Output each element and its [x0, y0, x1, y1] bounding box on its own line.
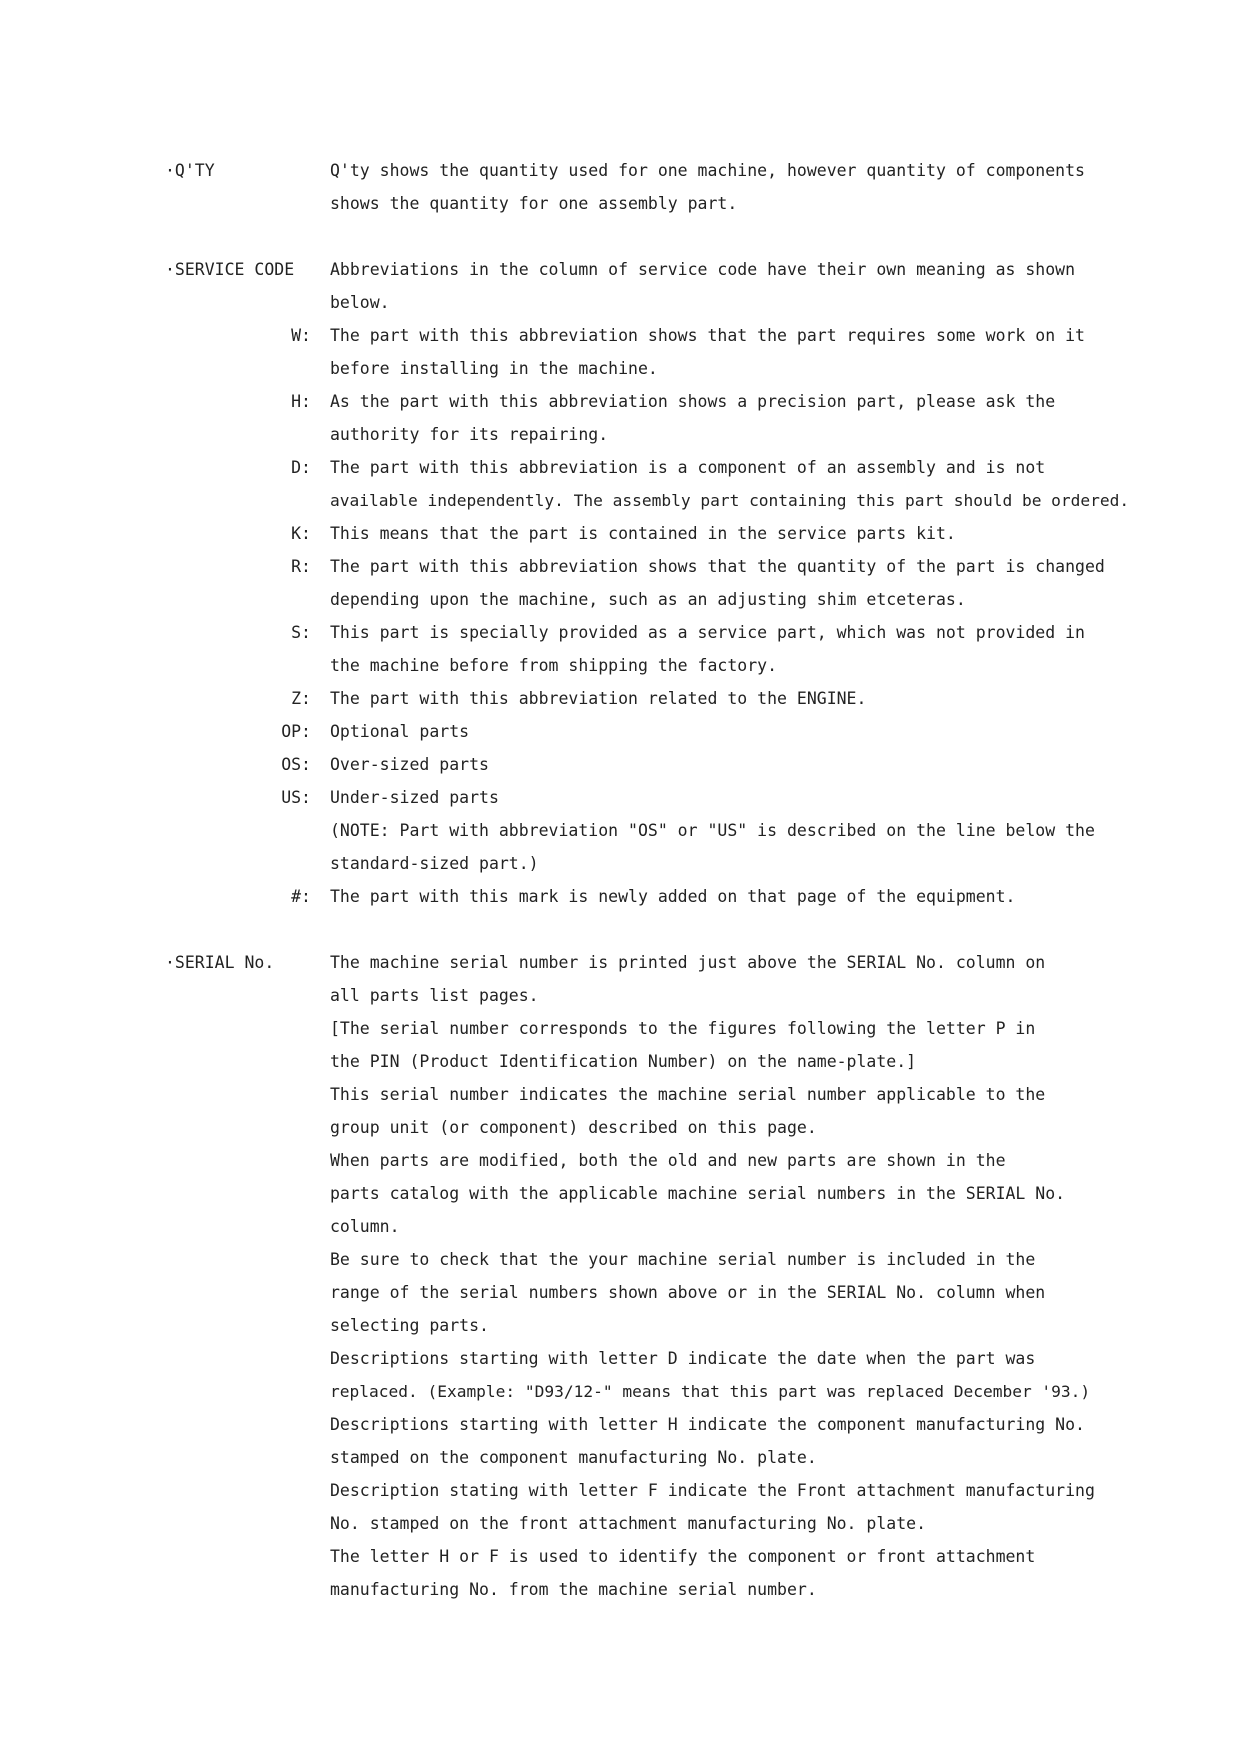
- service-code-label: W:: [291, 326, 311, 345]
- service-code-desc: The part with this abbreviation is a component of an assembly and is not: [330, 458, 1046, 477]
- serial-line: No. stamped on the front attachment manufacturing No. plate.: [330, 1514, 927, 1533]
- service-code-desc: This means that the part is contained in the service parts kit.: [330, 524, 956, 543]
- serial-line: Description stating with letter F indicate the Front attachment manufacturing: [330, 1481, 1095, 1500]
- service-code-label: #:: [291, 887, 311, 906]
- serial-line: Be sure to check that the your machine serial number is included in the: [330, 1250, 1036, 1269]
- serial-line: parts catalog with the applicable machine serial numbers in the SERIAL No.: [330, 1184, 1066, 1203]
- service-code-label: S:: [291, 623, 311, 642]
- service-code-desc: the machine before from shipping the factory.: [330, 656, 778, 675]
- service-code-label: R:: [291, 557, 311, 576]
- serial-line: range of the serial numbers shown above or in the SERIAL No. column when: [330, 1283, 1046, 1302]
- service-code-desc: Optional parts: [330, 722, 470, 741]
- service-code-label: D:: [291, 458, 311, 477]
- service-code-desc: The part with this mark is newly added on that page of the equipment.: [330, 887, 1016, 906]
- serial-line: selecting parts.: [330, 1316, 489, 1335]
- serial-line: column.: [330, 1217, 400, 1236]
- serial-line: Descriptions starting with letter H indicate the component manufacturing No.: [330, 1415, 1085, 1434]
- serial-line: all parts list pages.: [330, 986, 539, 1005]
- serial-line: Descriptions starting with letter D indicate the date when the part was: [330, 1349, 1036, 1368]
- service-code-term: ·SERVICE CODE: [165, 260, 295, 279]
- service-code-desc: available independently. The assembly part containing this part should be ordered.: [330, 491, 1130, 510]
- service-code-desc: The part with this abbreviation shows that the part requires some work on it: [330, 326, 1085, 345]
- serial-line: replaced. (Example: "D93/12-" means that this part was replaced December '93.): [330, 1382, 1091, 1401]
- service-code-desc: Over-sized parts: [330, 755, 489, 774]
- service-code-label: OP:: [281, 722, 311, 741]
- serial-line: When parts are modified, both the old and new parts are shown in the: [330, 1151, 1006, 1170]
- service-code-desc: The part with this abbreviation shows that the quantity of the part is changed: [330, 557, 1105, 576]
- service-code-desc: before installing in the machine.: [330, 359, 658, 378]
- service-code-label: US:: [281, 788, 311, 807]
- qty-line: Q'ty shows the quantity used for one machine, however quantity of components: [330, 161, 1085, 180]
- service-code-label: K:: [291, 524, 311, 543]
- service-code-desc: Under-sized parts: [330, 788, 499, 807]
- service-code-label: Z:: [291, 689, 311, 708]
- service-code-desc: authority for its repairing.: [330, 425, 609, 444]
- serial-line: The letter H or F is used to identify the component or front attachment: [330, 1547, 1036, 1566]
- service-note-line: (NOTE: Part with abbreviation "OS" or "US" is described on the line below the: [330, 821, 1095, 840]
- service-intro-line: Abbreviations in the column of service code have their own meaning as shown: [330, 260, 1076, 279]
- service-intro-line: below.: [330, 293, 390, 312]
- service-code-desc: As the part with this abbreviation shows a precision part, please ask the: [330, 392, 1056, 411]
- serial-line: manufacturing No. from the machine serial number.: [330, 1580, 817, 1599]
- serial-term: ·SERIAL No.: [165, 953, 275, 972]
- service-code-desc: depending upon the machine, such as an adjusting shim etceteras.: [330, 590, 966, 609]
- service-code-label: OS:: [281, 755, 311, 774]
- service-code-label: H:: [291, 392, 311, 411]
- serial-line: The machine serial number is printed just above the SERIAL No. column on: [330, 953, 1046, 972]
- serial-line: [The serial number corresponds to the figures following the letter P in: [330, 1019, 1036, 1038]
- serial-line: stamped on the component manufacturing No. plate.: [330, 1448, 817, 1467]
- qty-line: shows the quantity for one assembly part.: [330, 194, 738, 213]
- serial-line: This serial number indicates the machine serial number applicable to the: [330, 1085, 1046, 1104]
- service-note-line: standard-sized part.): [330, 854, 539, 873]
- service-code-desc: The part with this abbreviation related to the ENGINE.: [330, 689, 867, 708]
- serial-line: the PIN (Product Identification Number) on the name-plate.]: [330, 1052, 917, 1071]
- qty-term: ·Q'TY: [165, 161, 215, 180]
- service-code-desc: This part is specially provided as a service part, which was not provided in: [330, 623, 1085, 642]
- serial-line: group unit (or component) described on this page.: [330, 1118, 817, 1137]
